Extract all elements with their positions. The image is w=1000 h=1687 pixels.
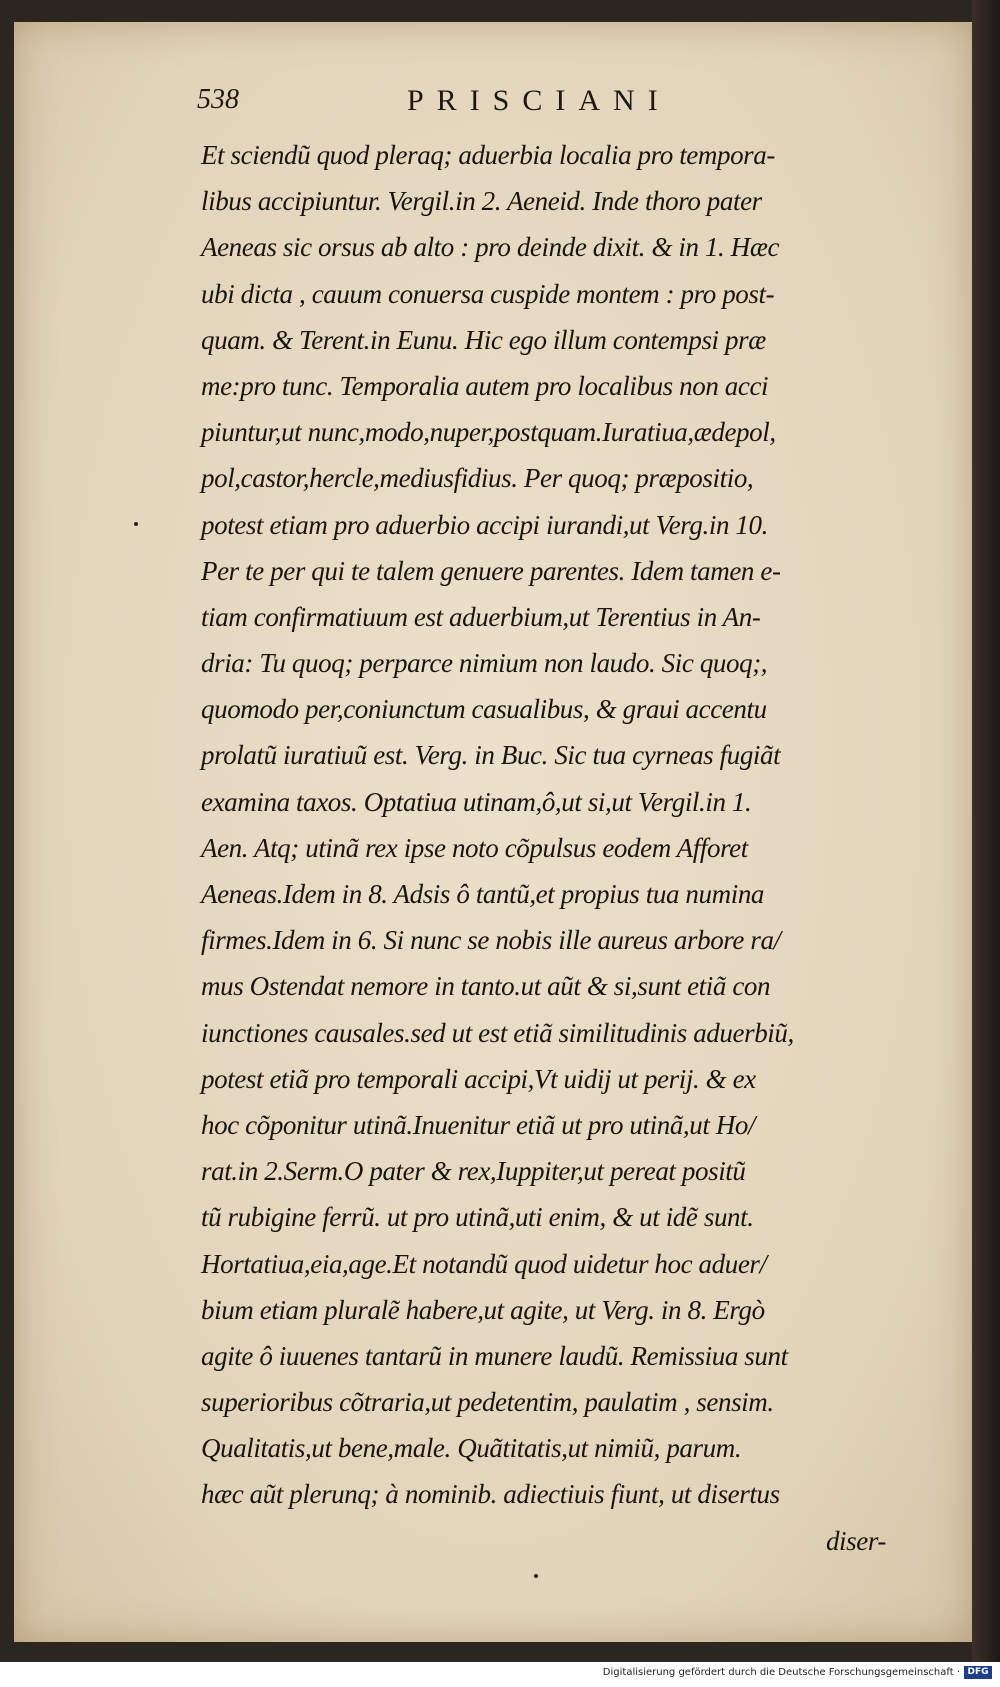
text-line: iunctiones causales.sed ut est etiã similitudinis aduerbiũ,: [201, 1017, 794, 1048]
text-line: me:pro tunc. Temporalia autem pro localibus non acci: [201, 370, 769, 401]
text-line: potest etiam pro aduerbio accipi iurandi,ut Verg.in 10.: [201, 509, 768, 540]
book-spine-edge: [972, 0, 1000, 1687]
ink-speck: [534, 1574, 538, 1578]
text-line: hoc cõponitur utinã.Inuenitur etiã ut pro utinã,ut Ho/: [201, 1109, 756, 1140]
running-head: PRISCIANI: [407, 84, 671, 117]
catchword: diser-: [825, 1525, 886, 1556]
text-line: hæc aũt plerunq; à nominib. adiectiuis fiunt, ut disertus: [201, 1479, 780, 1510]
body-text: [201, 132, 921, 1564]
dfg-logo: DFG: [964, 1666, 992, 1679]
text-line: mus Ostendat nemore in tanto.ut aũt & si,sunt etiã con: [201, 971, 771, 1002]
text-line: dria: Tu quoq; perparce nimium non laudo. Sic quoq;,: [201, 648, 768, 679]
text-line: agite ô iuuenes tantarũ in munere laudũ. Remissiua sunt: [201, 1340, 788, 1371]
text-line: Aeneas sic orsus ab alto : pro deinde dixit. & in 1. Hæc: [201, 232, 780, 263]
text-line: quomodo per,coniunctum casualibus, & graui accentu: [201, 694, 767, 725]
text-line: potest etiã pro temporali accipi,Vt uidij ut perij. & ex: [201, 1063, 756, 1094]
text-line: prolatũ iuratiuũ est. Verg. in Buc. Sic tua cyrneas fugiãt: [201, 740, 781, 771]
text-line: pol,castor,hercle,mediusfidius. Per quoq; præpositio,: [201, 463, 754, 494]
text-line: rat.in 2.Serm.O pater & rex,Iuppiter,ut pereat positũ: [201, 1156, 746, 1187]
text-line: Hortatiua,eia,age.Et notandũ quod uidetur hoc aduer/: [201, 1248, 767, 1279]
text-line: examina taxos. Optatiua utinam,ô,ut si,ut Vergil.in 1.: [201, 786, 752, 817]
text-line: Aeneas.Idem in 8. Adsis ô tantũ,et propius tua numina: [201, 879, 765, 909]
text-line: superioribus cõtraria,ut pedetentim, paulatim , sensim.: [201, 1387, 774, 1418]
text-line: ubi dicta , cauum conuersa cuspide montem : pro post-: [201, 278, 775, 309]
text-line: libus accipiuntur. Vergil.in 2. Aeneid. Inde thoro pater: [201, 186, 762, 217]
funding-notice: Digitalisierung gefördert durch die Deutsche Forschungsgemeinschaft ·: [602, 1667, 960, 1678]
text-line: firmes.Idem in 6. Si nunc se nobis ille aureus arbore ra/: [201, 925, 781, 956]
page-header: [197, 84, 897, 124]
text-line: quam. & Terent.in Eunu. Hic ego illum contempsi præ: [201, 324, 766, 355]
text-line: Qualitatis,ut bene,male. Quãtitatis,ut nimiũ, parum.: [201, 1433, 742, 1464]
text-line: bium etiam pluralẽ habere,ut agite, ut Verg. in 8. Ergò: [201, 1294, 765, 1325]
text-line: Per te per qui te talem genuere parentes. Idem tamen e-: [201, 555, 781, 586]
text-line: Et sciendũ quod pleraq; aduerbia localia pro tempora-: [201, 140, 775, 170]
ink-speck: [134, 522, 138, 526]
text-line: tũ rubigine ferrũ. ut pro utinã,uti enim, & ut idẽ sunt.: [201, 1202, 754, 1233]
text-line: Aen. Atq; utinã rex ipse noto cõpulsus eodem Afforet: [201, 832, 748, 863]
page-number: 538: [197, 84, 239, 115]
text-line: piuntur,ut nunc,modo,nuper,postquam.Iuratiua,ædepol,: [201, 417, 776, 448]
text-line: tiam confirmatiuum est aduerbium,ut Terentius in An-: [201, 601, 761, 632]
